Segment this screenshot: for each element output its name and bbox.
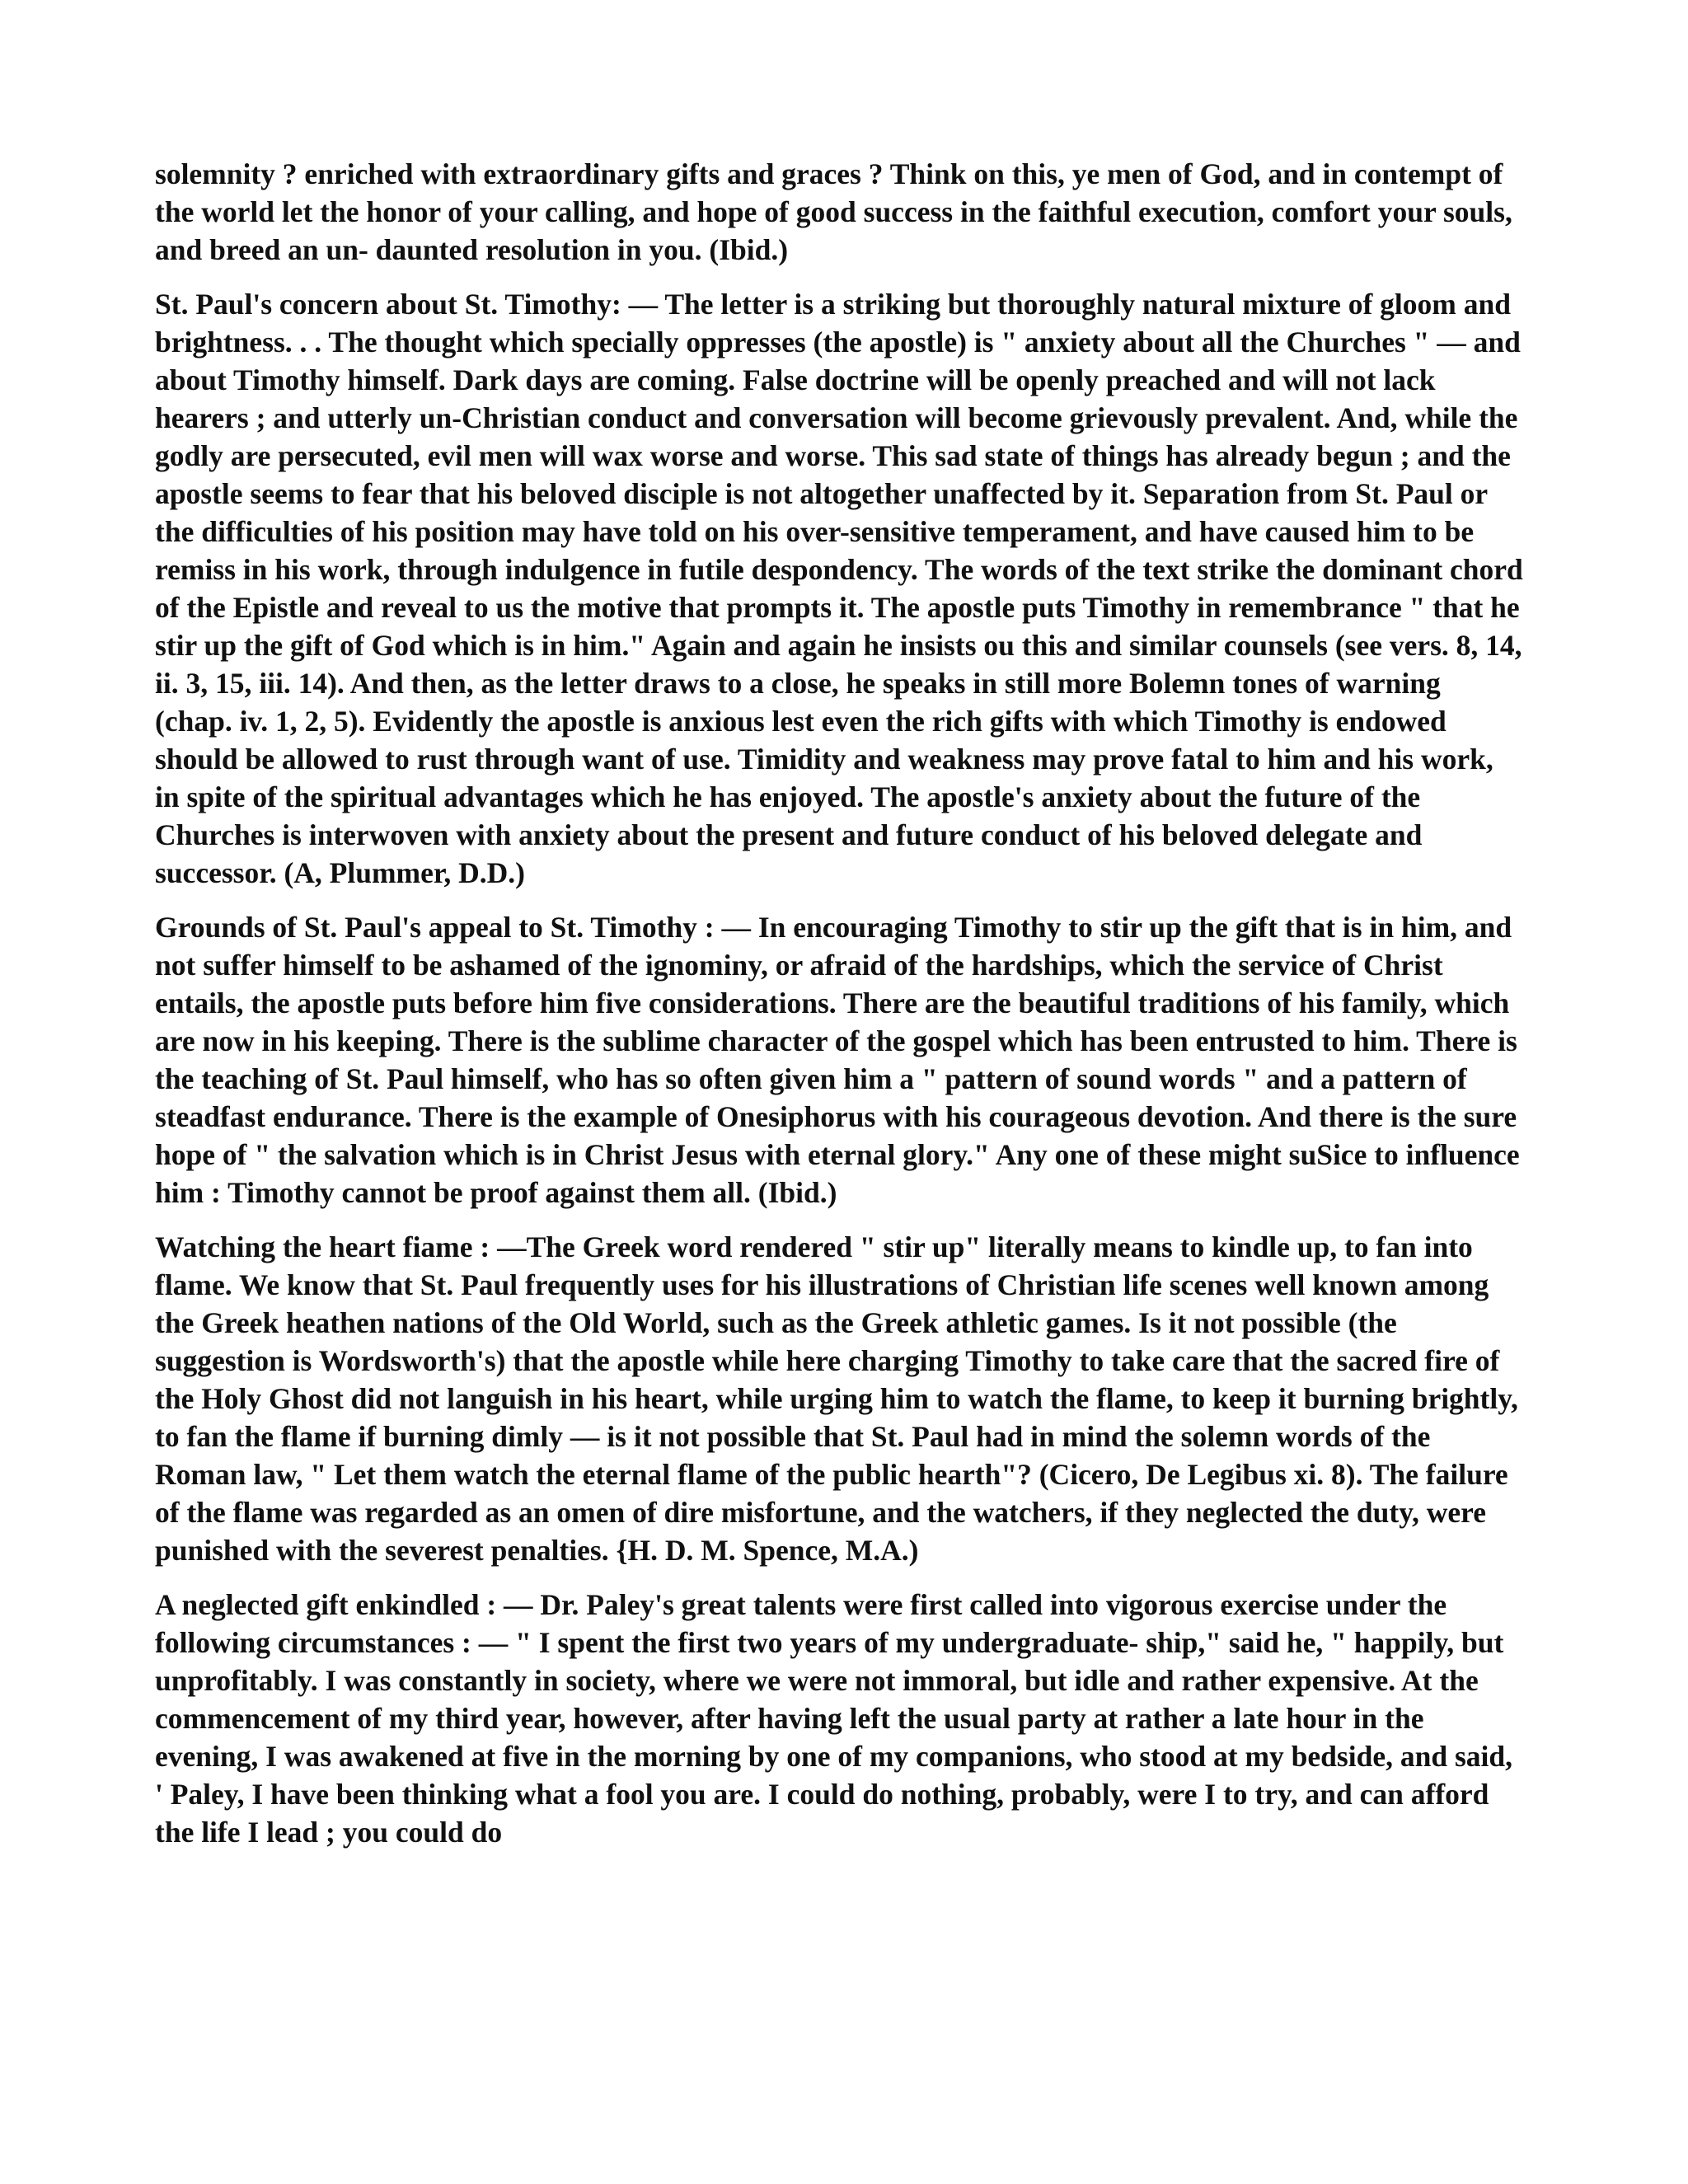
paragraph-neglected-gift: A neglected gift enkindled : — Dr. Paley's great talents were first called into vigorous exercise under the following circumstances : — " I spent the first two years of my undergraduate- ship," said he, " happily, but unprofitably. I was constantly in society, where we were not immoral, but idle and rather expensive. At the commencement of my third year, however, after having left the usual party at rather a late hour in the evening, I was awakened at five in the morning by one of my companions, who stood at my bedside, and said, ' Paley, I have been thinking what a fool you are. I could do nothing, probably, were I to try, and can afford the life I lead ; you could do: [155, 1588, 1512, 1849]
paragraph-watching-heart-flame: Watching the heart fiame : —The Greek word rendered " stir up" literally means to kindle up, to fan into flame. We know that St. Paul frequently uses for his illustrations of Christian life scenes well known among the Greek heathen nations of the Old World, such as the Greek athletic games. Is it not possible (the suggestion is Wordsworth's) that the apostle while here charging Timothy to take care that the sacred fire of the Holy Ghost did not languish in his heart, while urging him to watch the flame, to keep it burning brightly, to fan the flame if burning dimly — is it not possible that St. Paul had in mind the solemn words of the Roman law, " Let them watch the eternal flame of the public hearth"? (Cicero, De Legibus xi. 8). The failure of the flame was regarded as an omen of dire misfortune, and the watchers, if they neglected the duty, were punished with the severest penalties. {H. D. M. Spence, M.A.): [155, 1230, 1518, 1567]
paragraph-solemnity: solemnity ? enriched with extraordinary gifts and graces ? Think on this, ye men of God, and in contempt of the world let the honor of your calling, and hope of good success in the faithful execution, comfort your souls, and breed an un- daunted resolution in you. (Ibid.): [155, 157, 1512, 266]
paragraph-grounds-of-appeal: Grounds of St. Paul's appeal to St. Timothy : — In encouraging Timothy to stir up the gift that is in him, and not suffer himself to be ashamed of the ignominy, or afraid of the hardships, which the service of Christ entails, the apostle puts before him five considerations. There are the beautiful traditions of his family, which are now in his keeping. There is the sublime character of the gospel which has been entrusted to him. There is the teaching of St. Paul himself, who has so often given him a " pattern of sound words " and a pattern of steadfast endurance. There is the example of Onesiphorus with his courageous devotion. And there is the sure hope of " the salvation which is in Christ Jesus with eternal glory." Any one of these might suSice to influence him : Timothy cannot be proof against them all. (Ibid.): [155, 911, 1520, 1209]
paragraph-paul-concern-timothy: St. Paul's concern about St. Timothy: — The letter is a striking but thoroughly natural mixture of gloom and brightness. . . The thought which specially oppresses (the apostle) is " anxiety about all the Churches " — and about Timothy himself. Dark days are coming. False doctrine will be openly preached and will not lack hearers ; and utterly un-Christian conduct and conversation will become grievously prevalent. And, while the godly are persecuted, evil men will wax worse and worse. This sad state of things has already begun ; and the apostle seems to fear that his beloved disciple is not altogether unaffected by it. Separation from St. Paul or the difficulties of his position may have told on his over-sensitive temperament, and have caused him to be remiss in his work, through indulgence in futile despondency. The words of the text strike the dominant chord of the Epistle and reveal to us the motive that prompts it. The apostle puts Timothy in remembrance " that he stir up the gift of God which is in him." Again and again he insists ou this and similar counsels (see vers. 8, 14, ii. 3, 15, iii. 14). And then, as the letter draws to a close, he speaks in still more Bolemn tones of warning (chap. iv. 1, 2, 5). Evidently the apostle is anxious lest even the rich gifts with which Timothy is endowed should be allowed to rust through want of use. Timidity and weakness may prove fatal to him and his work, in spite of the spiritual advantages which he has enjoyed. The apostle's anxiety about the future of the Churches is interwoven with anxiety about the present and future conduct of his beloved delegate and successor. (A, Plummer, D.D.): [155, 288, 1523, 889]
document-page: [155, 155, 1523, 1868]
